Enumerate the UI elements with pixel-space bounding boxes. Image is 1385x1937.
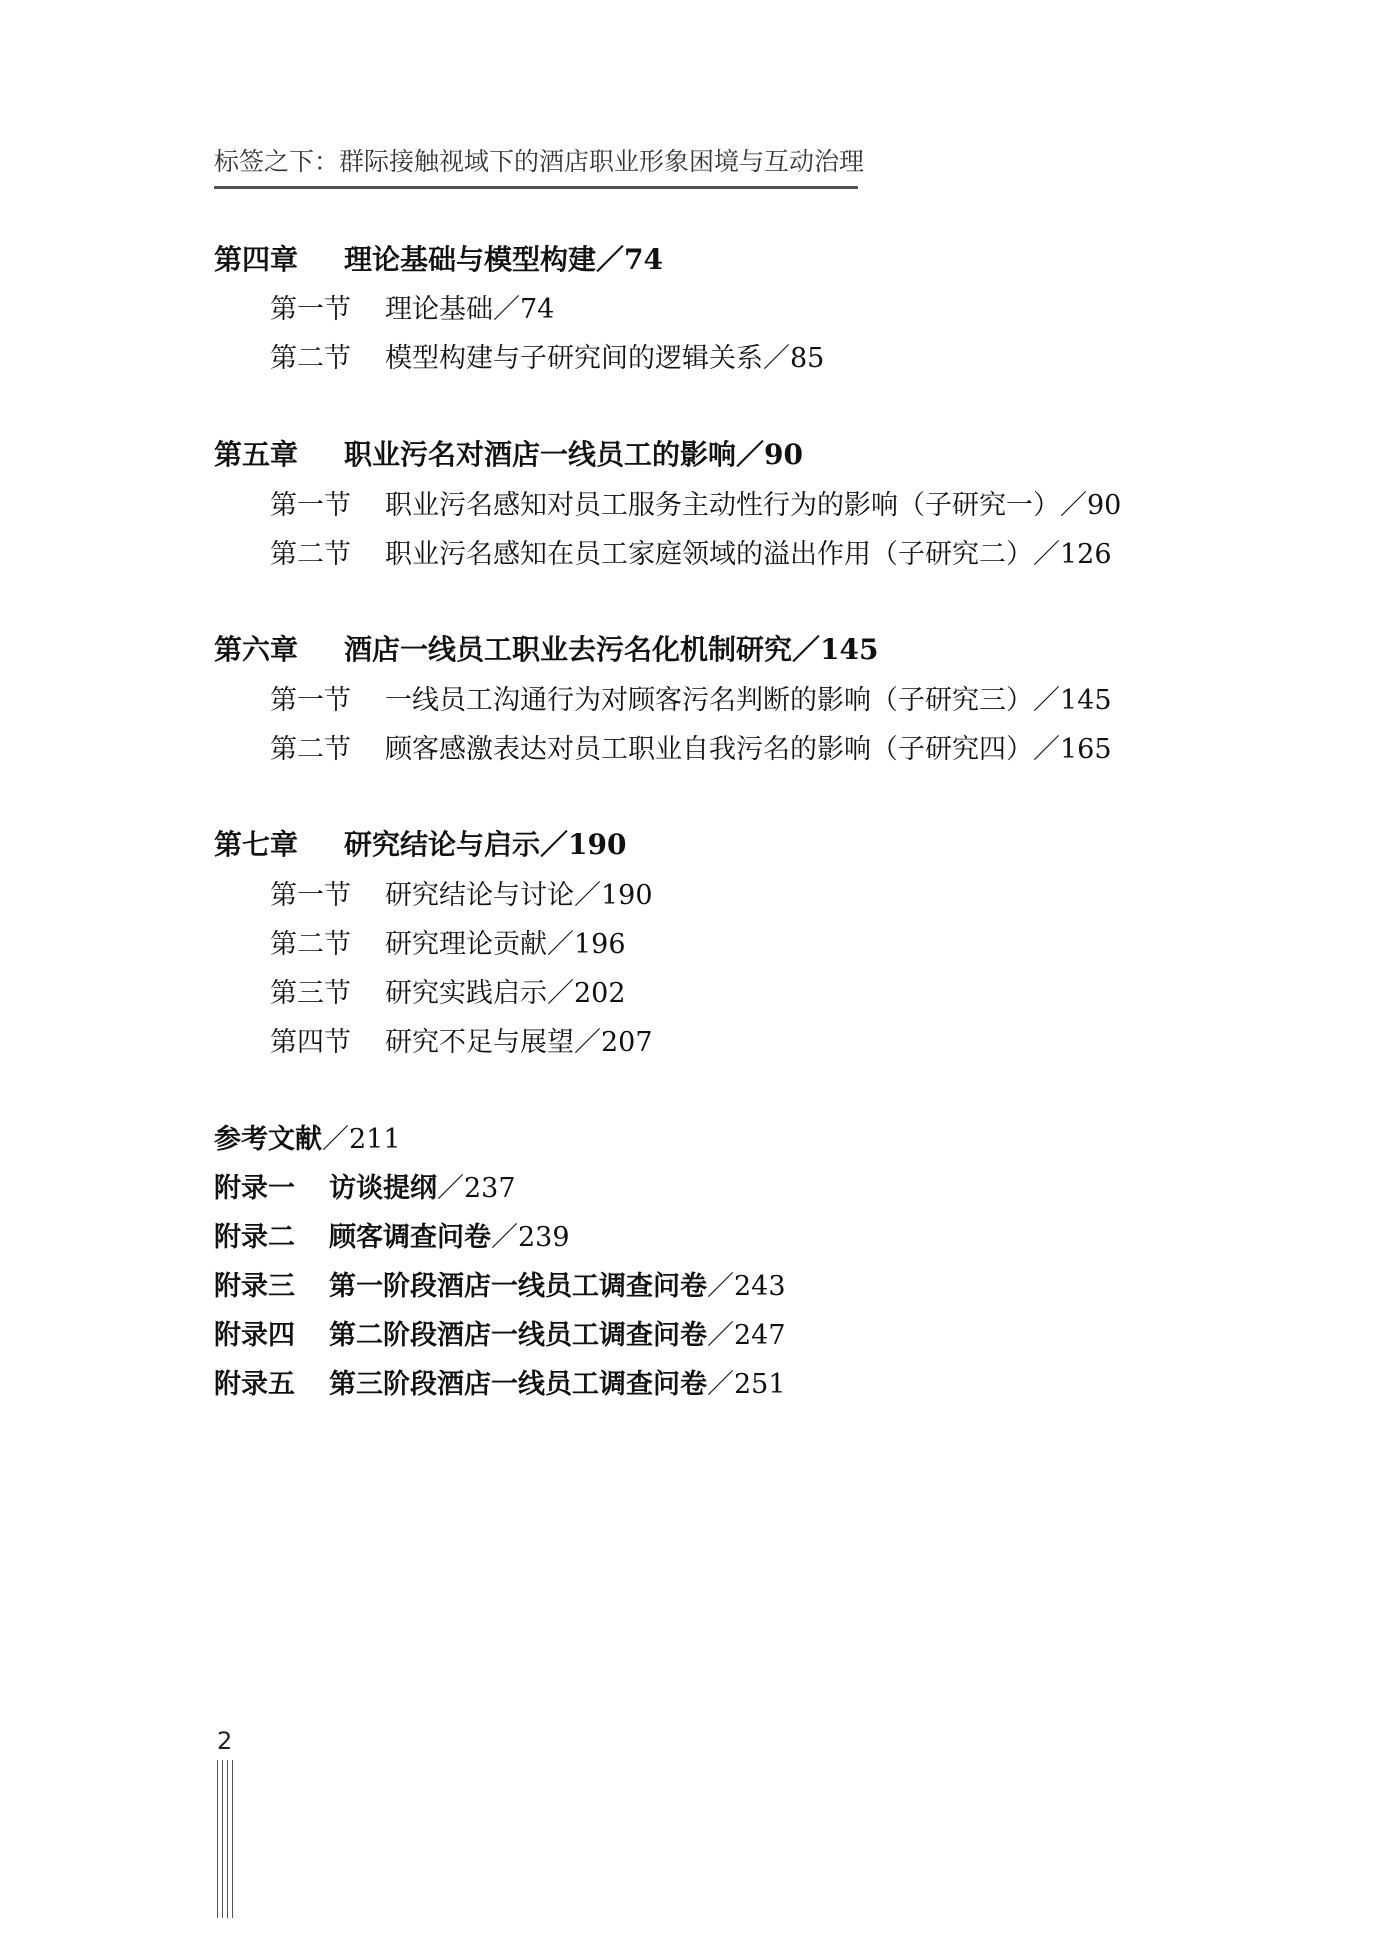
section-number: 第四节 xyxy=(270,1027,351,1058)
toc-section-7-3[interactable] xyxy=(270,971,626,1010)
appendix-title: 顾客调查问卷 xyxy=(329,1222,491,1253)
toc-chapter-6[interactable] xyxy=(214,628,878,668)
section-number: 第二节 xyxy=(270,734,351,765)
section-page: ／165 xyxy=(1033,734,1112,765)
section-number: 第三节 xyxy=(270,978,351,1009)
toc-appendix-5[interactable] xyxy=(214,1362,786,1401)
section-page: ／126 xyxy=(1033,539,1112,570)
appendix-title: 访谈提纲 xyxy=(329,1173,437,1204)
appendix-title: 第二阶段酒店一线员工调查问卷 xyxy=(329,1320,707,1351)
toc-section-4-2[interactable] xyxy=(270,336,824,375)
chapter-number: 第六章 xyxy=(214,633,299,666)
appendix-number: 附录三 xyxy=(214,1271,295,1302)
section-page: ／202 xyxy=(547,978,626,1009)
section-number: 第二节 xyxy=(270,929,351,960)
section-title: 一线员工沟通行为对顾客污名判断的影响（子研究三） xyxy=(385,685,1033,716)
toc-section-6-1[interactable] xyxy=(270,678,1112,717)
section-page: ／74 xyxy=(493,294,555,325)
chapter-number: 第四章 xyxy=(214,243,299,276)
section-page: ／90 xyxy=(1060,490,1122,521)
toc-chapter-4[interactable] xyxy=(214,238,663,278)
chapter-page: ／90 xyxy=(736,438,803,471)
chapter-page: ／145 xyxy=(792,633,879,666)
chapter-title: 理论基础与模型构建 xyxy=(344,243,597,276)
chapter-title: 酒店一线员工职业去污名化机制研究 xyxy=(344,633,793,666)
toc-appendix-4[interactable] xyxy=(214,1313,786,1352)
appendix-page: ／247 xyxy=(707,1320,786,1351)
chapter-number: 第七章 xyxy=(214,828,299,861)
appendix-number: 附录一 xyxy=(214,1173,295,1204)
section-title: 理论基础 xyxy=(385,294,493,325)
toc-section-7-2[interactable] xyxy=(270,922,626,961)
toc-section-7-1[interactable] xyxy=(270,873,653,912)
section-page: ／190 xyxy=(574,880,653,911)
toc-section-5-2[interactable] xyxy=(270,532,1112,571)
page-number: 2 xyxy=(217,1727,233,1755)
toc-section-6-2[interactable] xyxy=(270,727,1112,766)
running-header: 标签之下：群际接触视域下的酒店职业形象困境与互动治理 xyxy=(214,142,858,189)
appendix-number: 附录二 xyxy=(214,1222,295,1253)
section-title: 职业污名感知对员工服务主动性行为的影响（子研究一） xyxy=(385,490,1060,521)
toc-chapter-5[interactable] xyxy=(214,433,803,473)
chapter-number: 第五章 xyxy=(214,438,299,471)
section-number: 第二节 xyxy=(270,539,351,570)
section-page: ／196 xyxy=(547,929,626,960)
toc-section-4-1[interactable] xyxy=(270,287,554,326)
chapter-title: 研究结论与启示 xyxy=(344,828,541,861)
appendix-number: 附录五 xyxy=(214,1369,295,1400)
section-title: 研究理论贡献 xyxy=(385,929,547,960)
toc-chapter-7[interactable] xyxy=(214,823,626,863)
section-number: 第一节 xyxy=(270,880,351,911)
appendix-page: ／243 xyxy=(707,1271,786,1302)
chapter-page: ／190 xyxy=(540,828,627,861)
section-title: 职业污名感知在员工家庭领域的溢出作用（子研究二） xyxy=(385,539,1033,570)
appendix-title: 第一阶段酒店一线员工调查问卷 xyxy=(329,1271,707,1302)
appendix-page: ／239 xyxy=(491,1222,570,1253)
appendix-title: 第三阶段酒店一线员工调查问卷 xyxy=(329,1369,707,1400)
section-title: 研究结论与讨论 xyxy=(385,880,574,911)
section-number: 第一节 xyxy=(270,685,351,716)
toc-section-5-1[interactable] xyxy=(270,483,1121,522)
references-title: 参考文献 xyxy=(214,1124,322,1155)
chapter-title: 职业污名对酒店一线员工的影响 xyxy=(344,438,737,471)
toc-appendix-3[interactable] xyxy=(214,1264,786,1303)
section-page: ／145 xyxy=(1033,685,1112,716)
section-title: 模型构建与子研究间的逻辑关系 xyxy=(385,343,763,374)
appendix-number: 附录四 xyxy=(214,1320,295,1351)
toc-appendix-1[interactable] xyxy=(214,1166,516,1205)
appendix-page: ／251 xyxy=(707,1369,786,1400)
toc-references[interactable] xyxy=(214,1117,401,1156)
toc-appendix-2[interactable] xyxy=(214,1215,570,1254)
chapter-page: ／74 xyxy=(596,243,663,276)
section-page: ／85 xyxy=(763,343,825,374)
section-number: 第一节 xyxy=(270,294,351,325)
section-number: 第一节 xyxy=(270,490,351,521)
section-page: ／207 xyxy=(574,1027,653,1058)
section-title: 顾客感激表达对员工职业自我污名的影响（子研究四） xyxy=(385,734,1033,765)
toc-section-7-4[interactable] xyxy=(270,1020,653,1059)
references-page: ／211 xyxy=(322,1124,401,1155)
appendix-page: ／237 xyxy=(437,1173,516,1204)
section-title: 研究不足与展望 xyxy=(385,1027,574,1058)
section-number: 第二节 xyxy=(270,343,351,374)
section-title: 研究实践启示 xyxy=(385,978,547,1009)
